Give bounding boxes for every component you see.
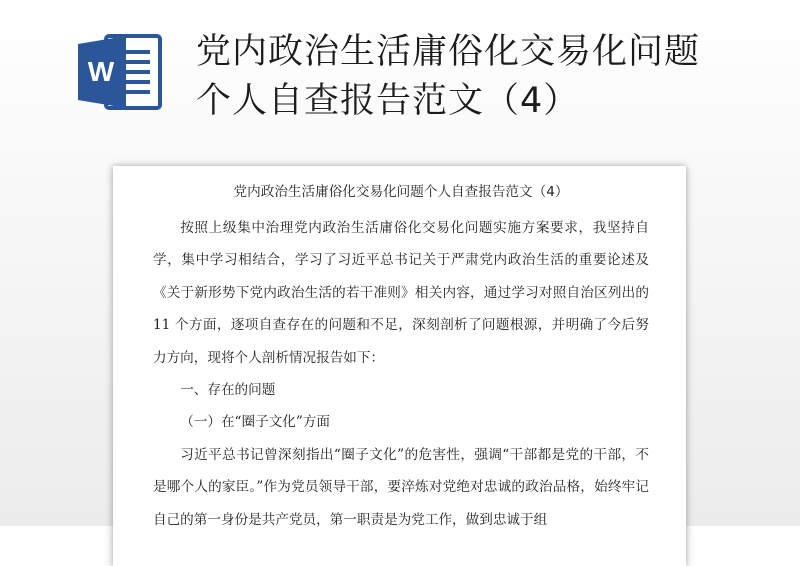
- paragraph-intro: 按照上级集中治理党内政治生活庸俗化交易化问题实施方案要求，我坚持自学，集中学习相结合，学习了习近平总书记关于严肃党内政治生活的重要论述及《关于新形势下党内政治生活的若干准则》相关内容，通过学习对照自治区列出的 11 个方面，逐项自查存在的问题和不足，深刻剖析了问题根源，并明确了今后努力方向，现将个人剖析情况报告如下：: [153, 220, 649, 366]
- paragraph-circle-culture: 习近平总书记曾深刻指出“圈子文化”的危害性，强调“干部都是党的干部，不是哪个人的家臣。”作为党员领导干部，要淬炼对党绝对忠诚的政治品格，始终牢记自己的第一身份是共产党员，第一职责是为党工作，做到忠诚于组: [153, 446, 649, 528]
- document-page: [113, 166, 686, 566]
- page-title-line-1: 党内政治生活庸俗化交易化问题: [196, 32, 701, 72]
- document-title: 党内政治生活庸俗化交易化问题个人自查报告范文（4）: [233, 184, 569, 200]
- document-body: [153, 182, 649, 536]
- page-title-line-2: 个人自查报告范文（4）: [196, 81, 580, 121]
- word-document-icon: [76, 32, 164, 112]
- word-icon-letter: W: [87, 56, 115, 87]
- subheading-circle-culture: （一）在“圈子文化”方面: [180, 414, 331, 431]
- page-title: [196, 28, 756, 126]
- heading-section-1: 一、存在的问题: [180, 382, 276, 399]
